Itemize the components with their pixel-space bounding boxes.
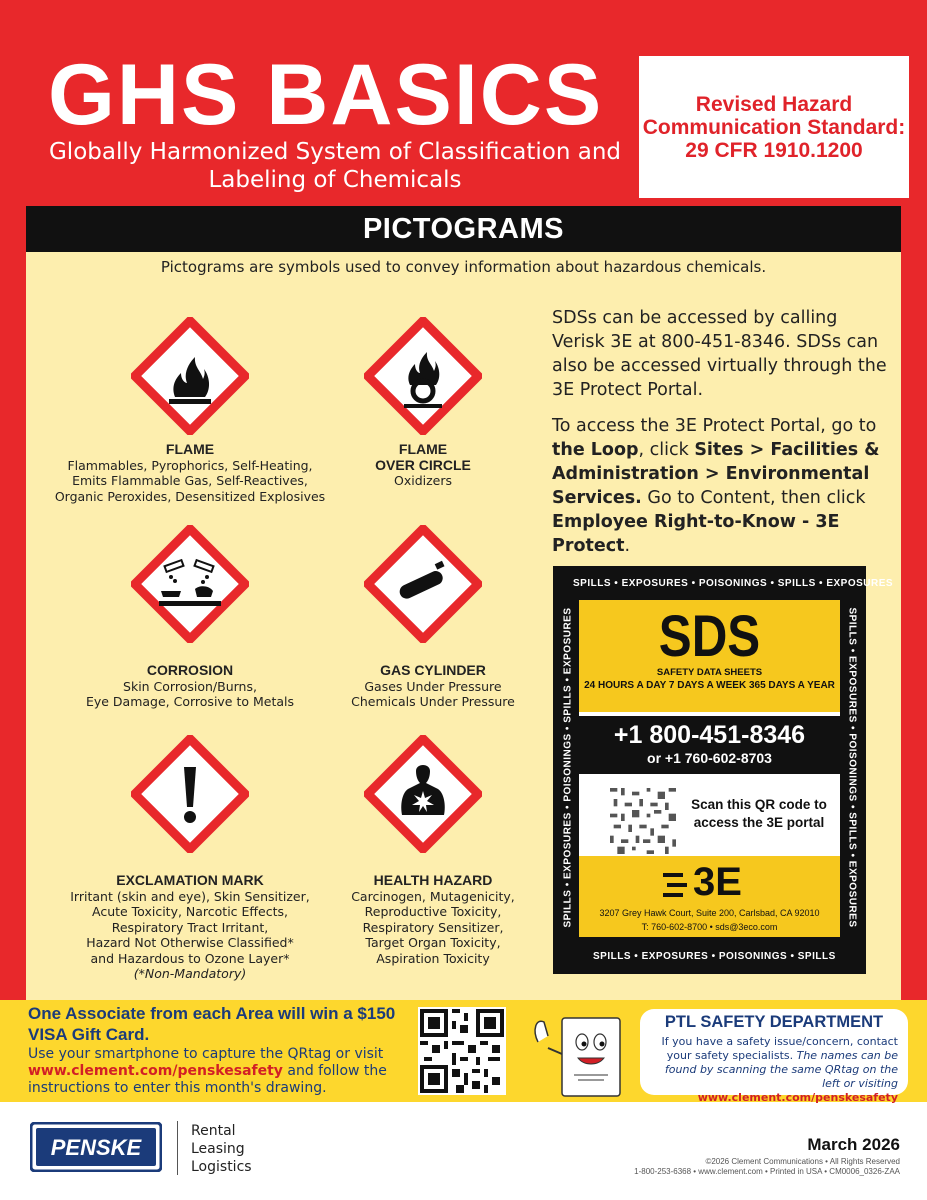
pictogram-desc: Irritant (skin and eye), Skin Sensitizer, Acute Toxicity, Narcotic Effects, Respiratory Tract Irritant, Hazard Not Otherwise Classified* and Hazardous to Ozone Layer* — [70, 888, 310, 966]
sds-phone: +1 800-451-8346 — [613, 721, 806, 749]
sds-card — [553, 566, 894, 974]
footer-divider — [177, 1121, 178, 1175]
exclamation-mark-icon — [131, 735, 249, 853]
sds-access-text — [552, 306, 892, 570]
text-span: The names can be found by scanning the same QRtag on the left or visiting — [664, 1049, 898, 1090]
text-span: To access the 3E Protect Portal, go to — [552, 416, 877, 436]
card-border-left: SPILLS • EXPOSURES • POISONINGS • SPILLS • EXPOSURES — [562, 607, 574, 928]
pictogram-name: FLAME OVER CIRCLE — [375, 441, 471, 473]
exclamation-mark-label — [52, 873, 328, 982]
sds-phone-alt: or +1 760-602-8703 — [647, 750, 772, 766]
promo-headline: One Associate from each Area will win a $150 VISA Gift Card. — [28, 1004, 396, 1044]
sds-paragraph-1: SDSs can be accessed by calling Verisk 3E at 800-451-8346. SDSs can also be accessed virtually through the 3E Protect Portal. — [552, 308, 887, 400]
sds-hours: 24 HOURS A DAY 7 DAYS A WEEK 365 DAYS A YEAR — [584, 680, 835, 691]
issue-month: March 2026 — [807, 1135, 900, 1154]
sds-subtitle: SAFETY DATA SHEETS — [656, 667, 763, 678]
3e-logo: 3E — [693, 860, 742, 904]
sds-paragraph-2 — [552, 414, 892, 558]
mascot-icon — [522, 1008, 642, 1100]
health-hazard-icon — [364, 735, 482, 853]
3e-address: 3207 Grey Hawk Court, Suite 200, Carlsbad, CA 92010 — [599, 908, 820, 918]
3e-logo-lines-icon — [663, 870, 691, 900]
page-title: GHS BASICS — [48, 47, 604, 143]
loop-link: the Loop — [552, 440, 639, 460]
gas-cylinder-label — [330, 663, 536, 710]
copyright-line-1: ©2026 Clement Communications • All Rights Reserved — [705, 1157, 900, 1166]
card-border-right: SPILLS • EXPOSURES • POISONINGS • SPILLS • EXPOSURES — [846, 607, 858, 928]
pictogram-desc: Skin Corrosion/Burns, Eye Damage, Corrosive to Metals — [85, 678, 295, 709]
flame-label — [42, 442, 338, 504]
sds-title: SDS — [658, 604, 761, 669]
safety-body — [646, 1035, 898, 1105]
health-hazard-label — [330, 873, 536, 966]
page-subtitle: Globally Harmonized System of Classification and Labeling of Chemicals — [48, 139, 622, 193]
text-span: If you have a safety issue/concern, contact your safety specialists. — [661, 1035, 898, 1062]
pictogram-desc: Oxidizers — [393, 473, 453, 488]
penske-logo-text: PENSKE — [50, 1135, 142, 1160]
promo-body — [28, 1046, 408, 1097]
gas-cylinder-icon — [364, 525, 482, 643]
copyright-line-2: 1-800-253-6368 • www.clement.com • Printed in USA • CM0006_0326-ZAA — [634, 1167, 900, 1176]
qr-code-icon[interactable] — [607, 788, 679, 854]
pictogram-desc: Flammables, Pyrophorics, Self-Heating, Emits Flammable Gas, Self-Reactives, Organic Peroxides, Desensitized Explosives — [54, 457, 326, 504]
service-rental: Rental — [191, 1123, 236, 1139]
card-phone-band — [579, 716, 840, 774]
flame-over-circle-icon — [364, 317, 482, 435]
card-inner — [579, 600, 840, 937]
frame-left — [0, 206, 26, 1000]
text-span: . — [624, 536, 631, 556]
text-span: Go to Content, then click — [641, 488, 866, 508]
pictogram-name: EXCLAMATION MARK — [116, 872, 264, 888]
pictogram-name: GAS CYLINDER — [380, 662, 486, 678]
section-title: PICTOGRAMS — [26, 206, 901, 252]
text-span: and follow the instructions to enter this month's drawing. — [28, 1063, 387, 1096]
corrosion-label — [62, 663, 318, 710]
qr-code-icon[interactable] — [418, 1007, 506, 1095]
service-leasing: Leasing — [191, 1141, 245, 1157]
promo-link[interactable]: www.clement.com/penskesafety — [28, 1063, 283, 1079]
pictogram-name: CORROSION — [146, 662, 234, 678]
safety-title: PTL SAFETY DEPARTMENT — [664, 1013, 884, 1031]
text-span: Use your smartphone to capture the QRtag or visit — [28, 1046, 384, 1062]
pictogram-note: (*Non-Mandatory) — [133, 966, 247, 981]
penske-logo — [30, 1122, 162, 1172]
portal-path: Sites > Facilities & Administration > Environmental Services. — [552, 440, 880, 508]
card-border-bottom: SPILLS • EXPOSURES • POISONINGS • SPILLS — [593, 951, 836, 962]
flame-over-circle-label — [330, 442, 516, 489]
safety-link[interactable]: www.clement.com/penskesafety — [697, 1091, 898, 1104]
corrosion-icon — [131, 525, 249, 643]
pictogram-name: HEALTH HAZARD — [373, 872, 493, 888]
standard-text: Revised Hazard Communication Standard: 29 CFR 1910.1200 — [642, 92, 906, 162]
pictogram-desc: Gases Under Pressure Chemicals Under Pressure — [351, 678, 515, 709]
section-intro: Pictograms are symbols used to convey information about hazardous chemicals. — [160, 258, 767, 276]
card-border-top: SPILLS • EXPOSURES • POISONINGS • SPILLS • EXPOSURES — [573, 578, 894, 589]
standard-box — [639, 56, 909, 198]
frame-right — [901, 206, 927, 1000]
service-logistics: Logistics — [191, 1159, 252, 1175]
employee-rtk: Employee Right-to-Know - 3E Protect — [552, 512, 840, 556]
scan-instruction: Scan this QR code to access the 3E portal — [691, 797, 827, 830]
flame-icon — [131, 317, 249, 435]
text-span: , click — [638, 440, 695, 460]
copyright — [560, 1157, 900, 1177]
pictogram-name: FLAME — [165, 441, 215, 457]
3e-contact: T: 760-602-8700 • sds@3eco.com — [641, 922, 778, 932]
penske-services — [191, 1122, 252, 1176]
pictogram-desc: Carcinogen, Mutagenicity, Reproductive Toxicity, Respiratory Sensitizer, Target Organ Toxicity, Aspiration Toxicity — [351, 888, 515, 966]
